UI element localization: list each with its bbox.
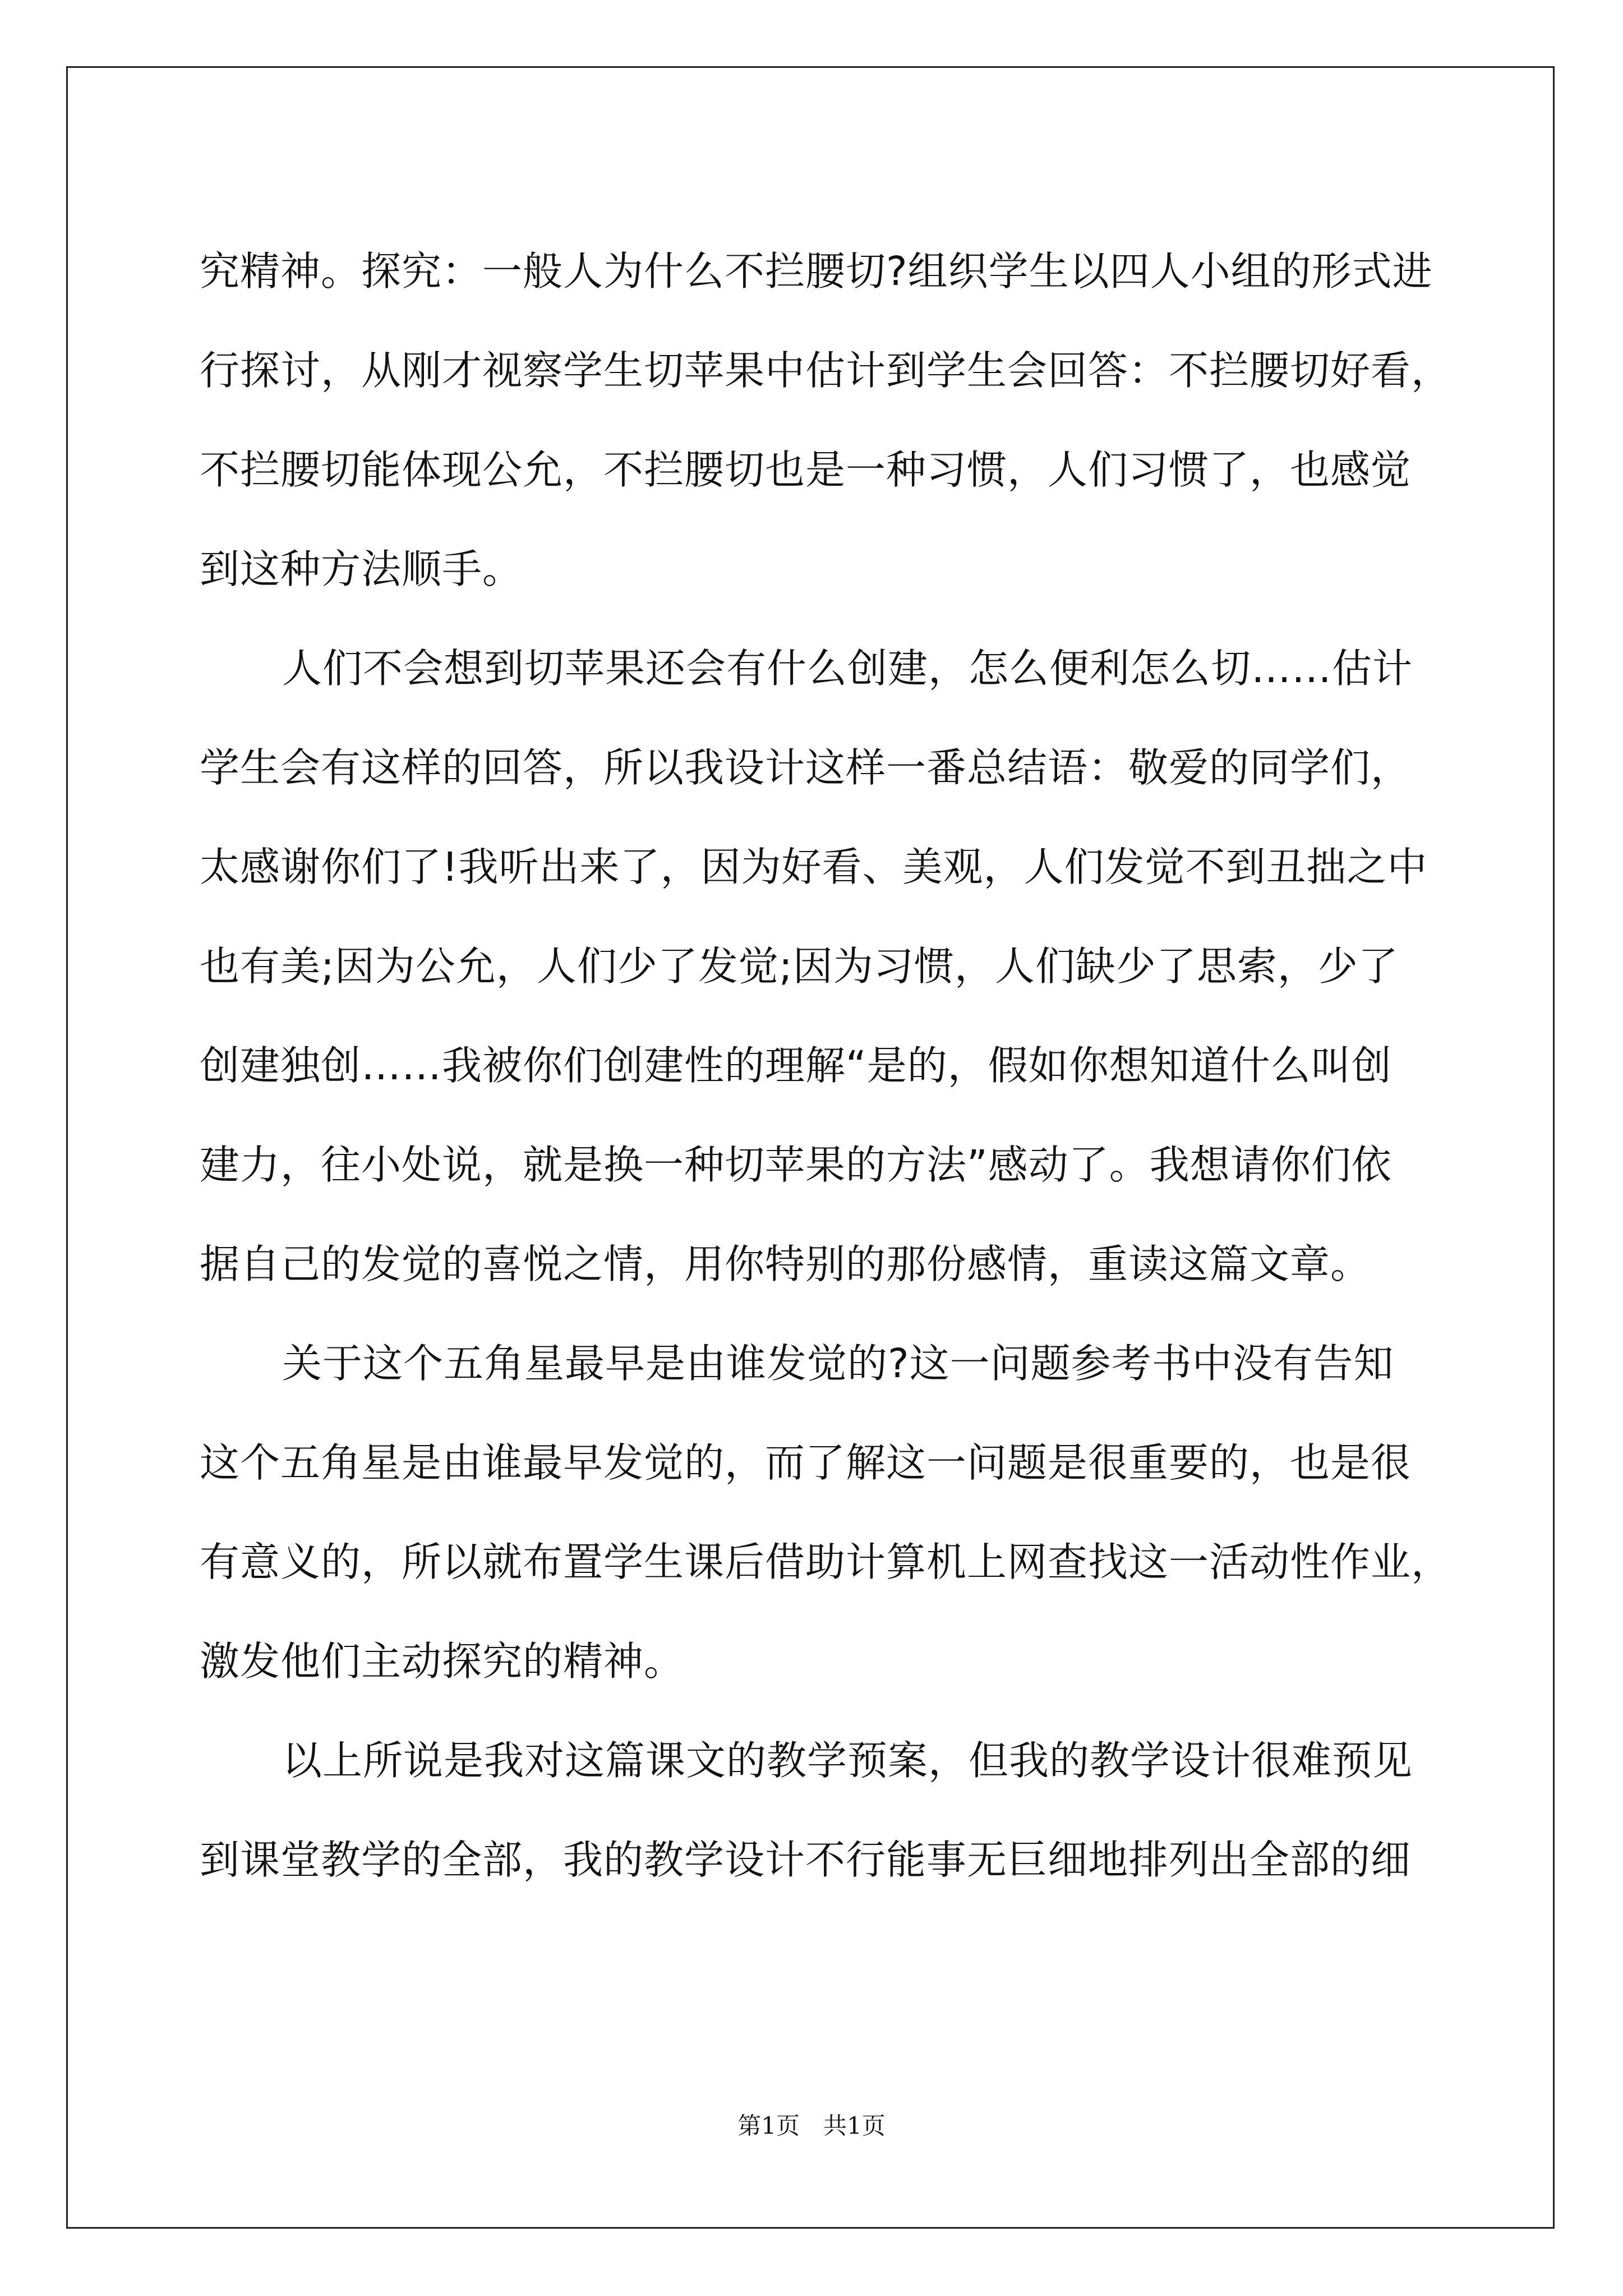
text-line: 关于这个五角星最早是由谁发觉的?这一问题参考书中没有告知 bbox=[282, 1340, 1394, 1387]
document-body bbox=[200, 222, 1452, 1910]
text-line: 究精神。探究：一般人为什么不拦腰切?组织学生以四人小组的形式进 bbox=[200, 248, 1433, 295]
text-line: 行探讨，从刚才视察学生切苹果中估计到学生会回答：不拦腰切好看， bbox=[200, 347, 1452, 394]
paragraph-1 bbox=[200, 222, 1452, 619]
paragraph-4 bbox=[200, 1711, 1422, 1910]
page-number-footer: 第1页 共1页 bbox=[737, 2112, 886, 2139]
paragraph-2 bbox=[200, 619, 1428, 1314]
text-line: 学生会有这样的回答，所以我设计这样一番总结语：敬爱的同学们， bbox=[200, 744, 1412, 791]
text-line: 创建独创……我被你们创建性的理解“是的，假如你想知道什么叫创 bbox=[200, 1042, 1392, 1089]
paragraph-3 bbox=[200, 1314, 1452, 1711]
text-line: 也有美;因为公允，人们少了发觉;因为习惯，人们缺少了思索，少了 bbox=[200, 943, 1399, 990]
text-line: 建力，往小处说，就是换一种切苹果的方法”感动了。我想请你们依 bbox=[200, 1142, 1392, 1188]
text-line: 到课堂教学的全部，我的教学设计不行能事无巨细地排列出全部的细 bbox=[200, 1837, 1412, 1883]
text-line: 不拦腰切能体现公允，不拦腰切也是一种习惯，人们习惯了，也感觉 bbox=[200, 447, 1412, 493]
text-line: 据自己的发觉的喜悦之情，用你特别的那份感情，重读这篇文章。 bbox=[200, 1241, 1371, 1287]
text-line: 这个五角星是由谁最早发觉的，而了解这一问题是很重要的，也是很 bbox=[200, 1439, 1412, 1486]
text-line: 人们不会想到切苹果还会有什么创建，怎么便利怎么切……估计 bbox=[282, 645, 1413, 692]
text-line: 有意义的，所以就布置学生课后借助计算机上网查找这一活动性作业， bbox=[200, 1539, 1452, 1585]
text-line: 太感谢你们了!我听出来了，因为好看、美观，人们发觉不到丑拙之中 bbox=[200, 844, 1428, 890]
text-line: 以上所说是我对这篇课文的教学预案，但我的教学设计很难预见 bbox=[282, 1737, 1413, 1784]
text-line: 激发他们主动探究的精神。 bbox=[200, 1638, 685, 1685]
text-line: 到这种方法顺手。 bbox=[200, 546, 523, 592]
